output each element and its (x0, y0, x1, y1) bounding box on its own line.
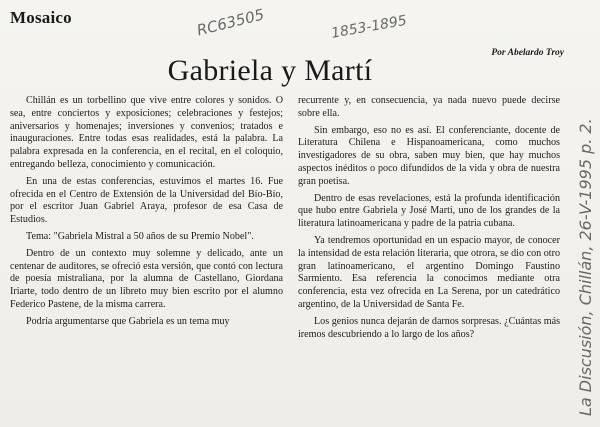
paragraph: En una de estas conferencias, estuvimos el martes 16. Fue ofrecida en el Centro de Extensión de la Universidad del Bío-Bío, por el escritor Juan Gabriel Araya, profesor de esa Casa de Estudios. (10, 175, 283, 226)
article-title: Gabriela y Martí (167, 54, 373, 87)
paragraph: Ya tendremos oportunidad en un espacio mayor, de conocer la intensidad de esta relación literaria, que otrora, se dio con otro gran latinoamericano, el argentino Domingo Faustino Sarmiento. Esa referencia la conocimos mediante otra conferencia, esta vez ofrecida en La Serena, por un catedrático argentino, de la Universidad de Santa Fe. (298, 234, 560, 310)
paragraph: Dentro de esas revelaciones, está la profunda identificación que hubo entre Gabriela y José Martí, uno de los grandes de la literatura latinoamericana y padre de la patria cubana. (298, 192, 560, 230)
article-column-right (298, 95, 560, 345)
article-byline: Por Abelardo Troy (491, 48, 564, 58)
paragraph: Sin embargo, eso no es así. El conferenciante, docente de Literatura Chilena e Hispanoamericana, como muchos investigadores de su obra, saben muy bien, que hay muchos aspectos inéditos o poco difundidos de la vida y obra de nuestra gran poetisa. (298, 124, 560, 187)
handwritten-source-note: La Discusión, Chillán, 26-V-1995 p. 2. (576, 118, 595, 416)
paragraph: recurrente y, en consecuencia, ya nada nuevo puede decirse sobre ella. (298, 95, 560, 119)
paragraph: Los genios nunca dejarán de darnos sorpresas. ¿Cuántas más iremos descubriendo a lo largo de los años? (298, 315, 560, 340)
handwritten-catalog-code: RC63505 (195, 5, 266, 40)
section-heading: Mosaico (10, 8, 72, 27)
handwritten-years: 1853-1895 (330, 12, 408, 42)
article-column-left (10, 95, 283, 333)
paragraph: Chillán es un torbellino que vive entre colores y sonidos. O sea, entre conciertos y exposiciones; celebraciones y festejos; aniversarios y homenajes; inversiones y convenios; tratados e inauguraciones. Entre todas esas realidades, está la palabra. La palabra expresada en la conferencia, en el recital, en el coloquio, entregando belleza, conocimiento y comunicación. (10, 95, 283, 170)
paragraph: Tema: "Gabriela Mistral a 50 años de su Premio Nobel". (26, 230, 254, 242)
paragraph: Dentro de un contexto muy solemne y delicado, ante un centenar de auditores, se ofreció esta versión, que contó con lectura de poesía mistraliana, por la alumna de Castellano, Giordana Iriarte, todo dentro de un libreto muy bien escrito por el alumno Federico Pastene, de la misma carrera. (10, 247, 283, 310)
paragraph: Podría argumentarse que Gabriela es un tema muy (26, 315, 230, 327)
